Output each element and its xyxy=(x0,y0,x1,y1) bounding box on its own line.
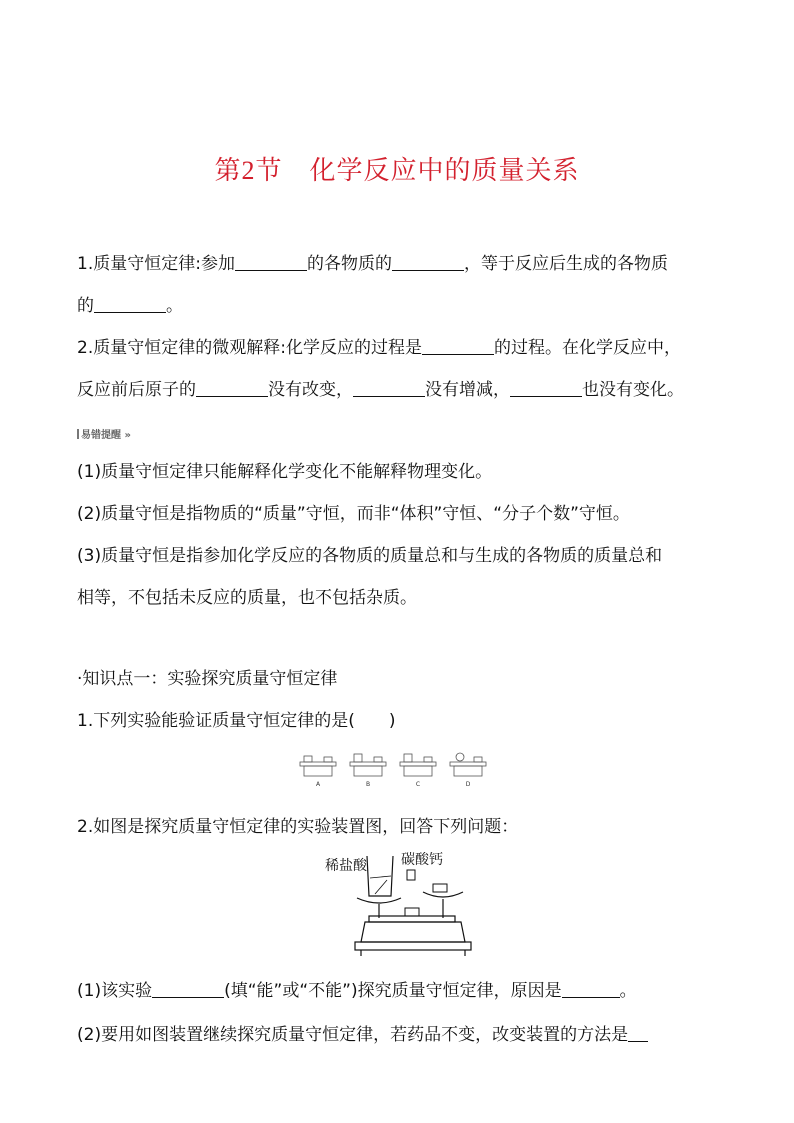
q1-text-d: 的 xyxy=(77,296,94,316)
q1-text-b: 的各物质的 xyxy=(306,254,392,274)
option-label-a: A xyxy=(315,781,321,788)
sub-question-2 xyxy=(77,1014,722,1056)
q2-text-c: 反应前后原子的 xyxy=(77,380,196,400)
balance-option-c xyxy=(400,754,436,788)
note-item: (2)质量守恒是指物质的“质量”守恒，而非“体积”守恒、“分子个数”守恒。 xyxy=(77,504,630,524)
answer-blank[interactable] xyxy=(628,1024,648,1042)
answer-blank[interactable] xyxy=(94,295,166,313)
sub1-text-b: (填“能”或“不能”)探究质量守恒定律，原因是 xyxy=(224,981,562,1001)
tip-text: 易错提醒 » xyxy=(81,430,131,441)
answer-blank[interactable] xyxy=(353,379,425,397)
balance-apparatus-figure xyxy=(325,852,475,957)
answer-blank[interactable] xyxy=(235,253,307,271)
balance-option-d xyxy=(450,753,486,788)
section-title xyxy=(0,150,794,187)
balance-base xyxy=(361,922,465,942)
answer-blank[interactable] xyxy=(196,379,268,397)
q2-text-f: 也没有变化。 xyxy=(582,380,684,400)
q1-text-a: 1.质量守恒定律:参加 xyxy=(77,254,235,274)
answer-blank[interactable] xyxy=(392,253,464,271)
balance-option-b xyxy=(350,754,386,788)
test-tube-shape xyxy=(407,870,415,880)
option-label-b: B xyxy=(365,781,371,788)
balance-options-figure xyxy=(298,748,498,794)
balance-beam xyxy=(369,916,455,922)
label-hydrochloric-acid: 稀盐酸 xyxy=(325,858,367,874)
note-item: 相等，不包括未反应的质量，也不包括杂质。 xyxy=(77,588,417,608)
label-calcium-carbonate: 碳酸钙 xyxy=(401,852,443,868)
title-prefix: 第 xyxy=(214,156,242,186)
option-label-c: C xyxy=(415,781,421,788)
q2-text-d: 没有改变， xyxy=(268,380,353,400)
balance-option-a xyxy=(300,756,336,788)
q2-text-e: 没有增减， xyxy=(425,380,510,400)
question-2: 2.如图是探究质量守恒定律的实验装置图，回答下列问题： xyxy=(77,817,519,837)
sub1-text-c: 。 xyxy=(619,981,637,1001)
answer-blank[interactable] xyxy=(562,980,620,998)
q1-text-e: 。 xyxy=(166,296,183,316)
fill-question-2 xyxy=(77,327,722,411)
q2-text-b: 的过程。在化学反应中， xyxy=(493,338,681,358)
question-1: 1.下列实验能验证质量守恒定律的是( ) xyxy=(77,711,396,731)
sub1-text-a: (1)该实验 xyxy=(77,981,153,1001)
q2-text-a: 2.质量守恒定律的微观解释:化学反应的过程是 xyxy=(77,338,422,358)
sub-question-1 xyxy=(77,970,722,1012)
answer-blank[interactable] xyxy=(152,980,224,998)
option-label-d: D xyxy=(465,781,471,788)
tip-bar-icon xyxy=(77,429,79,439)
fill-question-1 xyxy=(77,243,722,327)
title-number: 2 xyxy=(241,156,256,185)
error-tip-label xyxy=(77,426,131,441)
title-suffix: 节 化学反应中的质量关系 xyxy=(255,156,580,186)
answer-blank[interactable] xyxy=(510,379,582,397)
sub2-text-a: (2)要用如图装置继续探究质量守恒定律，若药品不变，改变装置的方法是 xyxy=(77,1025,629,1045)
notes-block xyxy=(77,451,722,619)
answer-blank[interactable] xyxy=(422,337,494,355)
knowledge-point-heading: ·知识点一：实验探究质量守恒定律 xyxy=(77,669,338,689)
note-item: (1)质量守恒定律只能解释化学变化不能解释物理变化。 xyxy=(77,462,493,482)
note-item: (3)质量守恒是指参加化学反应的各物质的质量总和与生成的各物质的质量总和 xyxy=(77,546,663,566)
q1-text-c: ，等于反应后生成的各物质 xyxy=(463,254,668,274)
